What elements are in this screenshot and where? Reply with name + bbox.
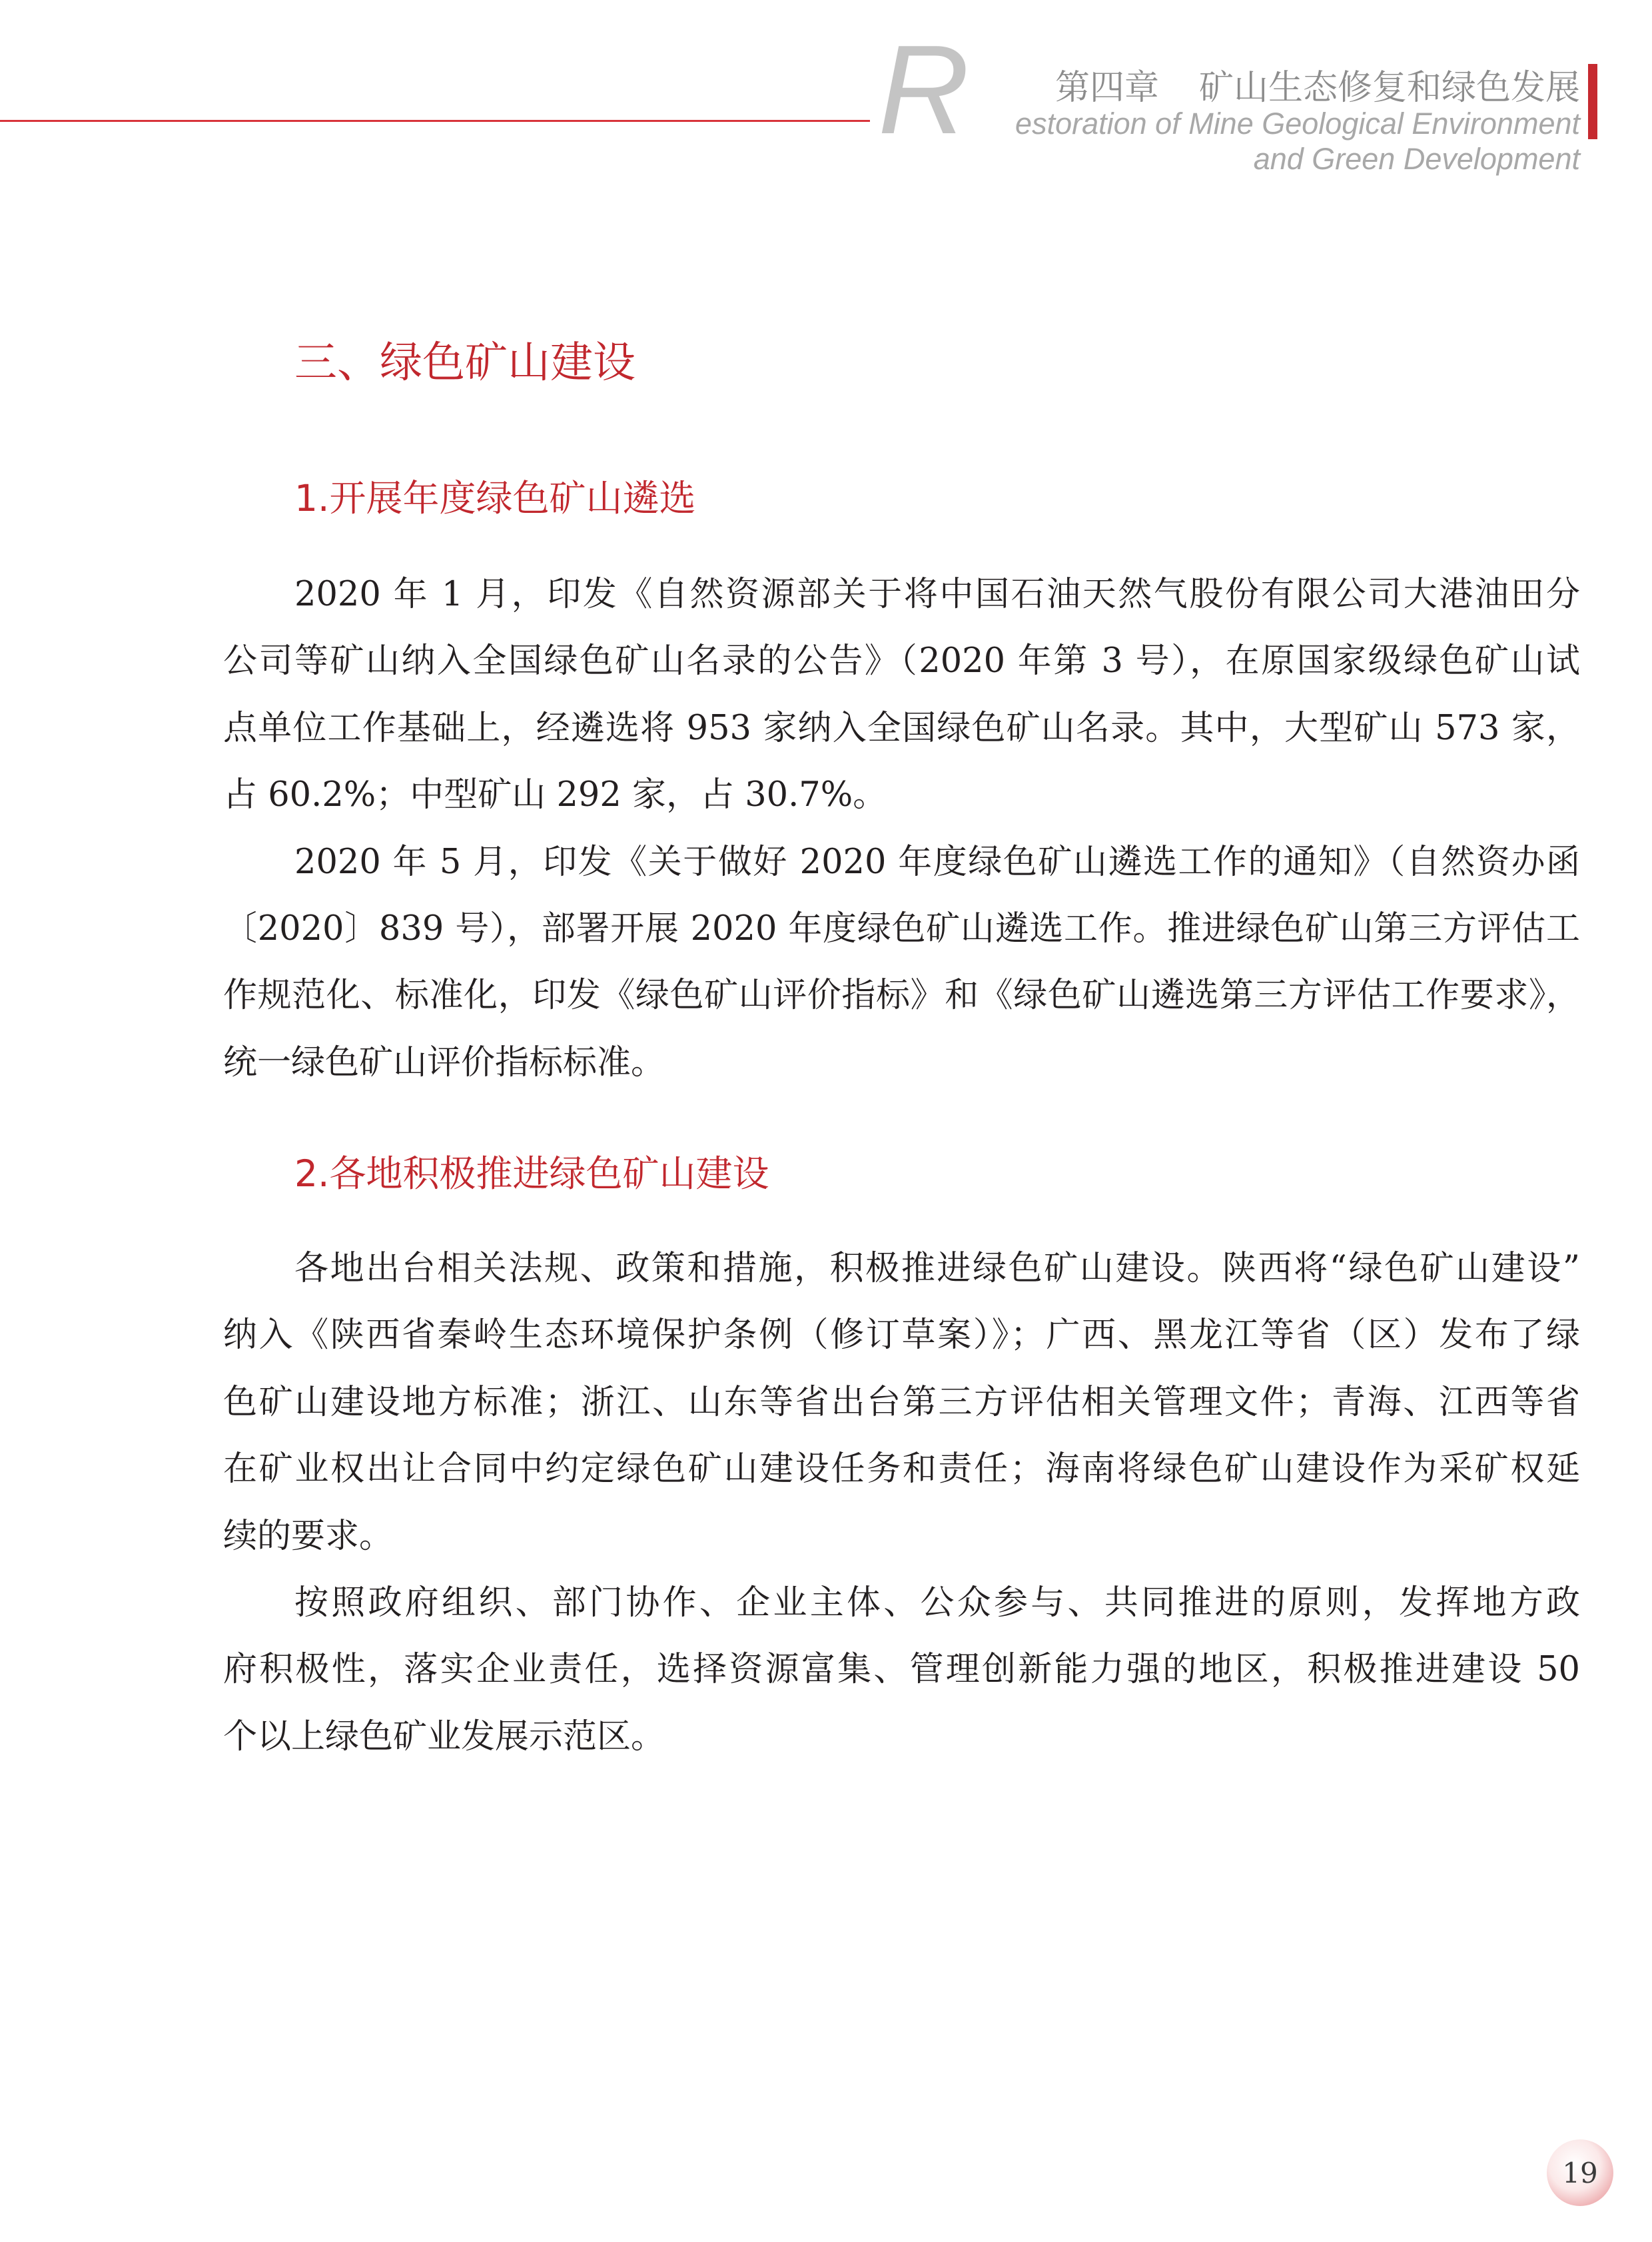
paragraph-line: 2020 年 1 月，印发《自然资源部关于将中国石油天然气股份有限公司大港油田分 xyxy=(294,575,1580,614)
paragraph-line: 色矿山建设地方标准；浙江、山东等省出台第三方评估相关管理文件；青海、江西等省 xyxy=(223,1382,1580,1422)
paragraph-line: 2020 年 5 月，印发《关于做好 2020 年度绿色矿山遴选工作的通知》（自然资办函 xyxy=(294,842,1580,882)
paragraph xyxy=(223,561,1580,829)
chapter-english-line-2: and Green Development xyxy=(1253,142,1580,176)
header-initial-letter: R xyxy=(878,19,970,161)
chapter-english-line-1: estoration of Mine Geological Environment xyxy=(1015,107,1580,141)
paragraph-line: 统一绿色矿山评价指标标准。 xyxy=(223,1042,665,1082)
chapter-title: 矿山生态修复和绿色发展 xyxy=(1198,68,1580,108)
header-accent-bar xyxy=(1588,64,1597,139)
paragraph-line: 按照政府组织、部门协作、企业主体、公众参与、共同推进的原则，发挥地方政 xyxy=(294,1583,1580,1623)
subsection-title-1: 1.开展年度绿色矿山遴选 xyxy=(294,477,696,520)
paragraph-line: 续的要求。 xyxy=(223,1516,394,1556)
paragraph-line: 个以上绿色矿业发展示范区。 xyxy=(223,1716,665,1756)
header-rule xyxy=(0,120,870,122)
chapter-header xyxy=(1055,67,1580,109)
paragraph-line: 纳入《陕西省秦岭生态环境保护条例（修订草案）》；广西、黑龙江等省（区）发布了绿 xyxy=(223,1315,1580,1355)
subsection-title-2: 2.各地积极推进绿色矿山建设 xyxy=(294,1152,769,1195)
paragraph-line: 公司等矿山纳入全国绿色矿山名录的公告》（2020 年第 3 号），在原国家级绿色矿山试 xyxy=(223,641,1580,681)
paragraph-line: 占 60.2%；中型矿山 292 家，占 30.7%。 xyxy=(223,775,887,815)
paragraph-line: 作规范化、标准化，印发《绿色矿山评价指标》和《绿色矿山遴选第三方评估工作要求》， xyxy=(223,976,1580,1016)
paragraph-line: 府积极性，落实企业责任，选择资源富集、管理创新能力强的地区，积极推进建设 50 xyxy=(223,1650,1580,1690)
page-number: 19 xyxy=(1562,2156,1598,2189)
page-number-badge xyxy=(1547,2139,1613,2206)
section-title: 三、绿色矿山建设 xyxy=(294,338,635,388)
paragraph-line: 在矿业权出让合同中约定绿色矿山建设任务和责任；海南将绿色矿山建设作为采矿权延 xyxy=(223,1449,1580,1489)
paragraph-line: 各地出台相关法规、政策和措施，积极推进绿色矿山建设。陕西将“绿色矿山建设” xyxy=(294,1249,1580,1288)
chapter-number: 第四章 xyxy=(1054,68,1159,108)
paragraph xyxy=(223,1236,1580,1570)
paragraph-line: 〔2020〕839 号），部署开展 2020 年度绿色矿山遴选工作。推进绿色矿山第三方评估工 xyxy=(223,909,1580,948)
paragraph xyxy=(223,829,1580,1097)
paragraph xyxy=(223,1570,1580,1770)
subsection-body-2 xyxy=(223,1236,1580,1770)
subsection-body-1 xyxy=(223,561,1580,1096)
paragraph-line: 点单位工作基础上，经遴选将 953 家纳入全国绿色矿山名录。其中，大型矿山 573 家， xyxy=(223,708,1580,748)
